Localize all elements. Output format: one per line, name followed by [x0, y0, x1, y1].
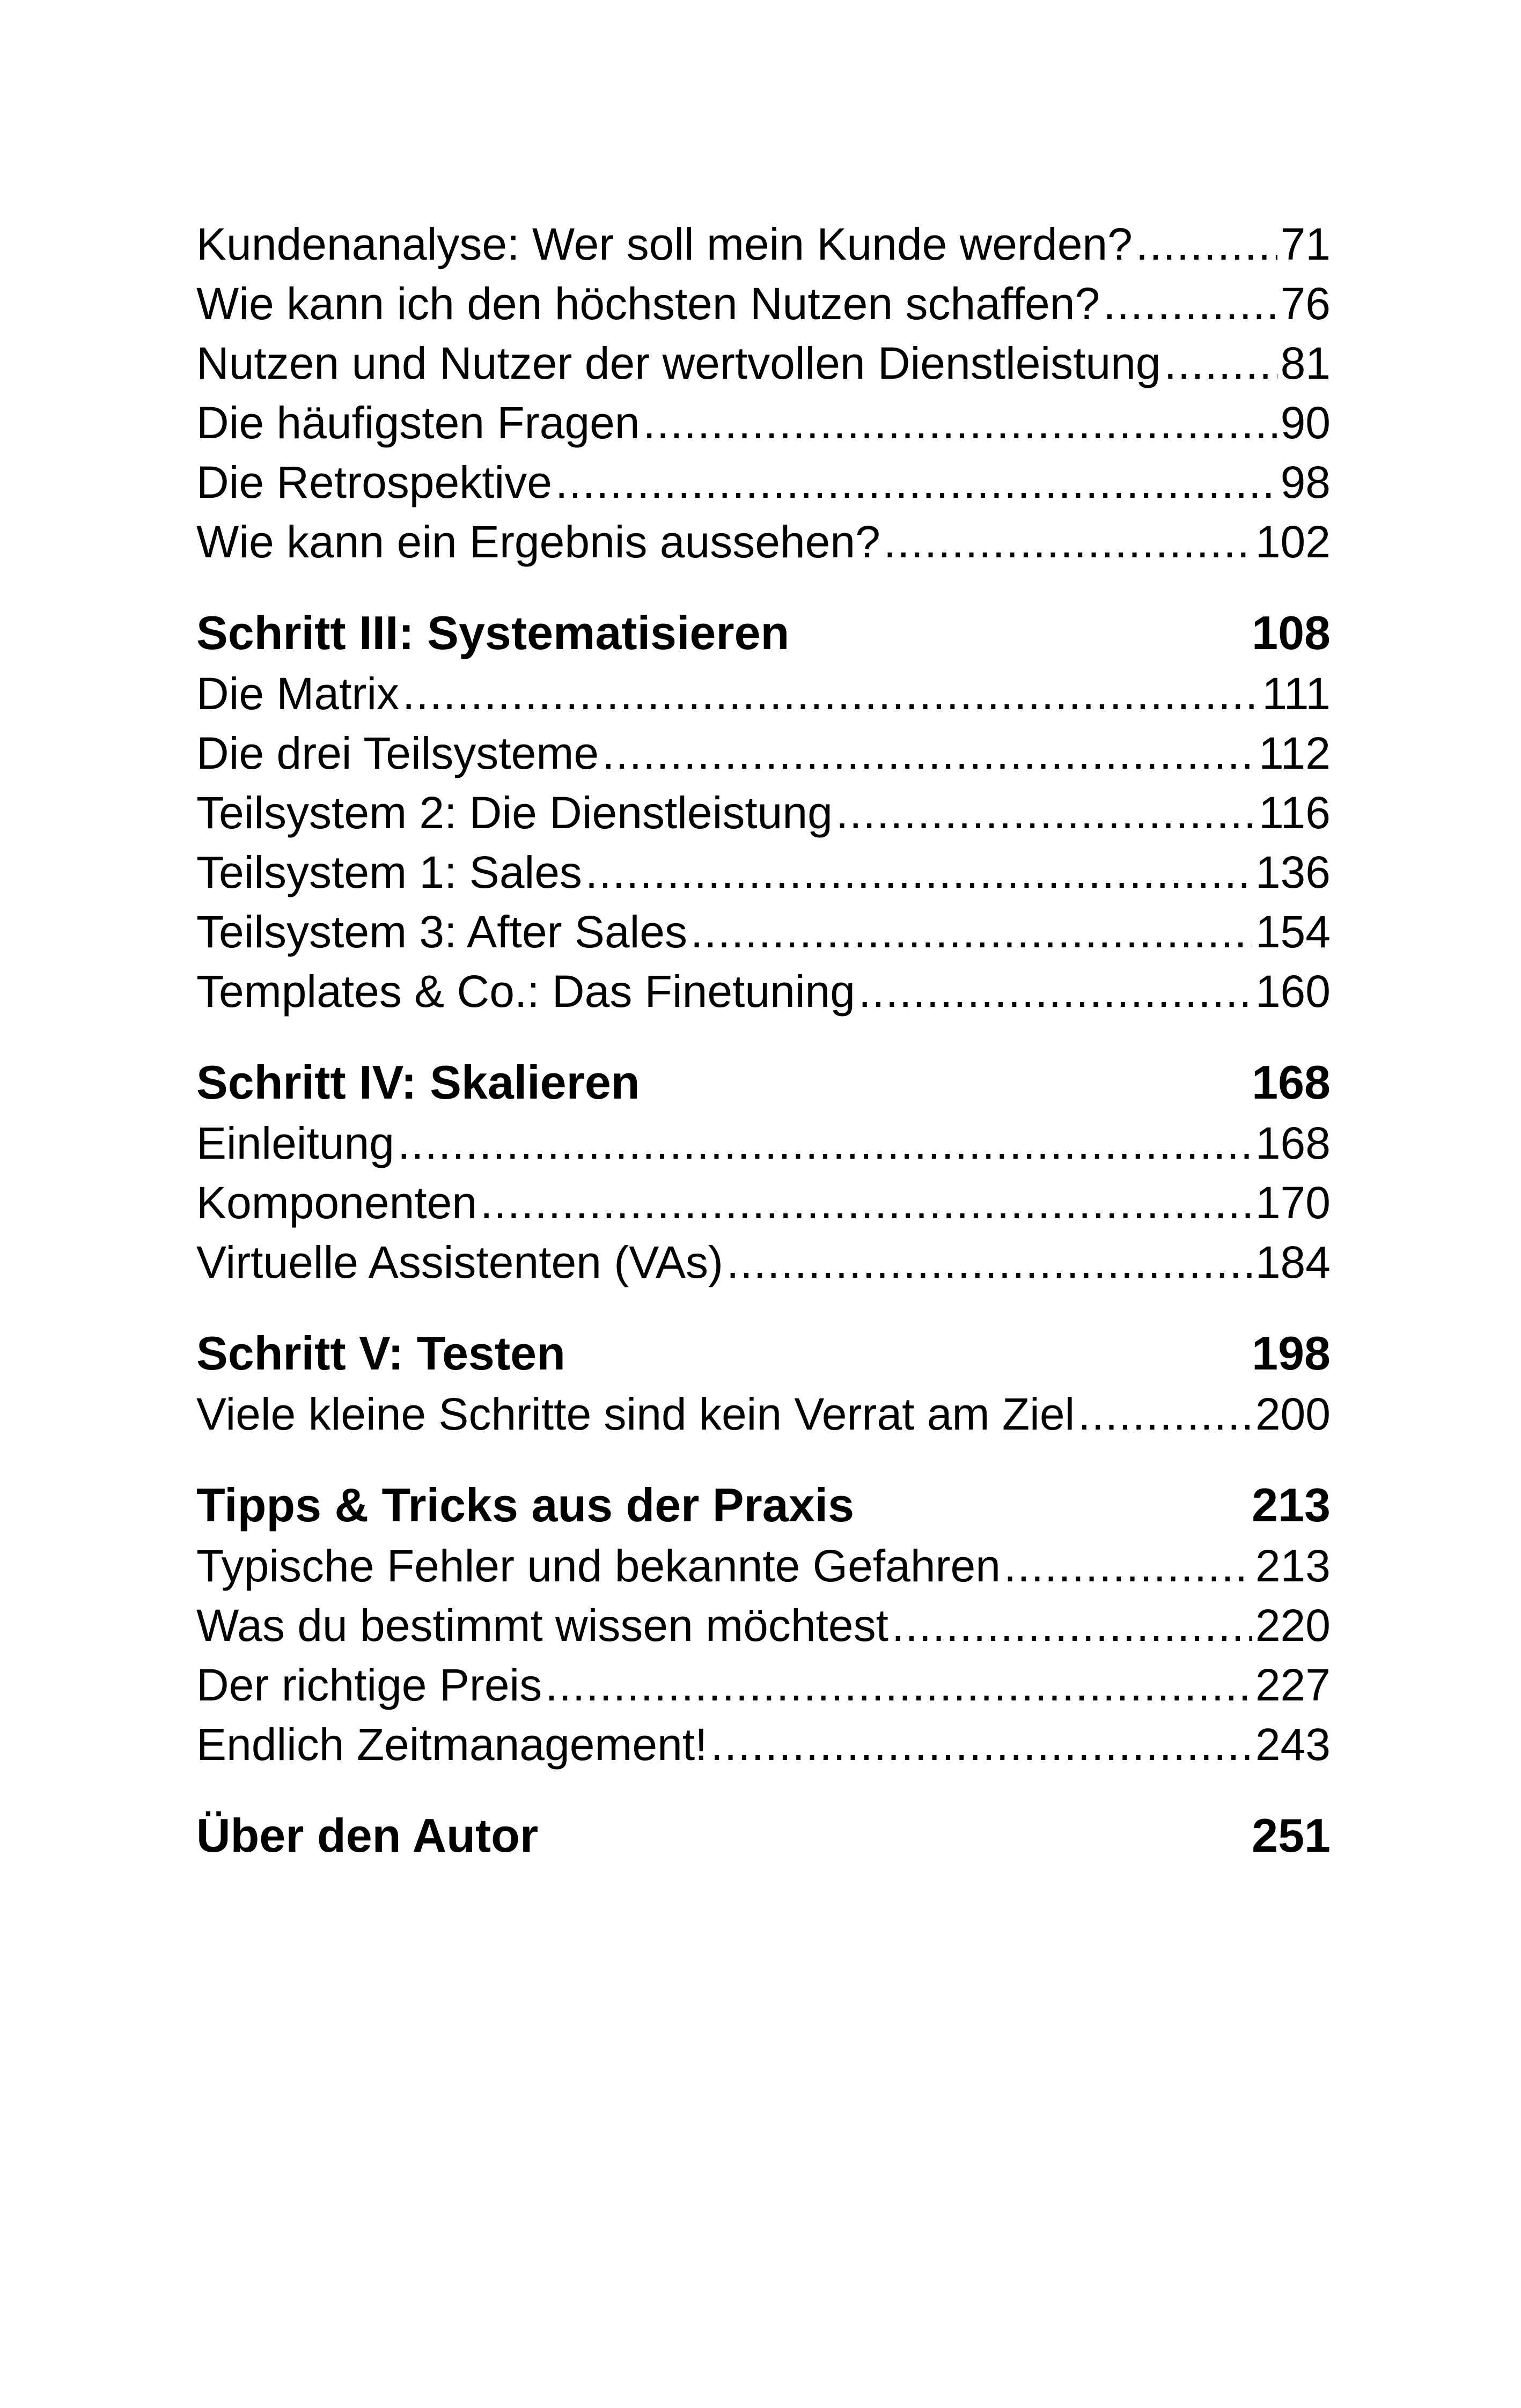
toc-entry[interactable] — [196, 1596, 1331, 1655]
toc-entry-title: Teilsystem 2: Die Dienstleistung — [196, 787, 833, 838]
section-heading-page: 198 — [1252, 1327, 1331, 1380]
toc-entry-title: Die Matrix — [196, 668, 400, 719]
toc-entry[interactable] — [196, 783, 1331, 843]
toc-entry-title: Virtuelle Assistenten (VAs) — [196, 1237, 723, 1287]
dot-leader — [884, 512, 1252, 572]
toc-section — [196, 215, 1331, 572]
dot-leader — [585, 843, 1252, 902]
toc-entry[interactable] — [196, 1655, 1331, 1715]
dot-leader — [726, 1233, 1252, 1292]
toc-entry-page: 243 — [1255, 1719, 1331, 1770]
toc-entry-title: Wie kann ein Ergebnis aussehen? — [196, 517, 880, 567]
dot-leader — [1103, 274, 1277, 334]
dot-leader — [643, 393, 1277, 453]
dot-leader — [836, 783, 1255, 843]
dot-leader — [1004, 1536, 1252, 1596]
dot-leader — [1136, 215, 1277, 274]
toc-entry[interactable] — [196, 1385, 1331, 1444]
section-heading[interactable] — [196, 1474, 1331, 1536]
toc-entry-title: Die Retrospektive — [196, 457, 552, 507]
toc-section — [196, 601, 1331, 1021]
toc-entry-title: Viele kleine Schritte sind kein Verrat am Ziel — [196, 1389, 1075, 1439]
section-heading-page: 108 — [1252, 606, 1331, 659]
section-heading-title: Über den Autor — [196, 1809, 539, 1862]
toc-entry-page: 154 — [1255, 907, 1331, 957]
toc-entry-page: 184 — [1255, 1237, 1331, 1287]
toc-entry[interactable] — [196, 1715, 1331, 1774]
section-heading-title: Schritt III: Systematisieren — [196, 606, 790, 659]
toc-entry[interactable] — [196, 393, 1331, 453]
dot-leader — [545, 1655, 1252, 1715]
toc-entry-page: 160 — [1255, 966, 1331, 1017]
section-heading[interactable] — [196, 1804, 1331, 1867]
toc-entry-page: 213 — [1255, 1541, 1331, 1591]
toc-entry-page: 112 — [1259, 728, 1331, 778]
toc-entry-title: Die drei Teilsysteme — [196, 728, 599, 778]
section-heading-page: 251 — [1252, 1809, 1331, 1862]
section-heading-page: 213 — [1252, 1478, 1331, 1531]
toc-entry-title: Templates & Co.: Das Finetuning — [196, 966, 855, 1017]
section-heading-title: Schritt V: Testen — [196, 1327, 565, 1380]
toc-entry[interactable] — [196, 274, 1331, 334]
toc-entry-page: 81 — [1280, 338, 1331, 388]
toc-entry[interactable] — [196, 962, 1331, 1021]
toc-entry-title: Komponenten — [196, 1177, 477, 1228]
toc-entry-title: Typische Fehler und bekannte Gefahren — [196, 1541, 1001, 1591]
toc-entry-title: Was du bestimmt wissen möchtest — [196, 1600, 888, 1651]
dot-leader — [892, 1596, 1252, 1655]
toc-entry-title: Der richtige Preis — [196, 1660, 542, 1710]
section-heading-title: Schritt IV: Skalieren — [196, 1056, 640, 1109]
toc-entry-page: 168 — [1255, 1118, 1331, 1168]
toc-entry[interactable] — [196, 1114, 1331, 1173]
dot-leader — [1164, 334, 1277, 393]
toc-section — [196, 1474, 1331, 1774]
toc-entry-page: 76 — [1280, 278, 1331, 329]
toc-entry-title: Kundenanalyse: Wer soll mein Kunde werden? — [196, 219, 1133, 269]
dot-leader — [480, 1173, 1252, 1233]
dot-leader — [402, 664, 1259, 724]
toc-entry-title: Nutzen und Nutzer der wertvollen Dienstleistung — [196, 338, 1161, 388]
toc-entry-page: 227 — [1255, 1660, 1331, 1710]
dot-leader — [690, 902, 1252, 962]
toc-entry-page: 170 — [1255, 1177, 1331, 1228]
toc-entry-page: 90 — [1280, 397, 1331, 448]
toc-entry-page: 136 — [1255, 847, 1331, 897]
toc-entry[interactable] — [196, 1233, 1331, 1292]
toc-entry[interactable] — [196, 215, 1331, 274]
toc-entry-page: 98 — [1280, 457, 1331, 507]
dot-leader — [711, 1715, 1252, 1774]
dot-leader — [1078, 1385, 1252, 1444]
section-heading[interactable] — [196, 1051, 1331, 1114]
toc-entry-title: Die häufigsten Fragen — [196, 397, 640, 448]
section-heading-page: 168 — [1252, 1056, 1331, 1109]
toc-entry-title: Teilsystem 1: Sales — [196, 847, 582, 897]
section-heading-title: Tipps & Tricks aus der Praxis — [196, 1478, 855, 1531]
toc-section — [196, 1804, 1331, 1867]
section-heading[interactable] — [196, 601, 1331, 664]
toc-section — [196, 1051, 1331, 1292]
toc-entry-title: Teilsystem 3: After Sales — [196, 907, 688, 957]
dot-leader — [602, 724, 1255, 783]
toc-entry[interactable] — [196, 843, 1331, 902]
dot-leader — [398, 1114, 1252, 1173]
toc-entry[interactable] — [196, 664, 1331, 724]
toc-entry[interactable] — [196, 512, 1331, 572]
toc-entry-title: Einleitung — [196, 1118, 394, 1168]
dot-leader — [555, 453, 1277, 512]
toc-entry-page: 220 — [1255, 1600, 1331, 1651]
toc-entry-page: 116 — [1259, 787, 1331, 838]
toc-entry[interactable] — [196, 1536, 1331, 1596]
toc-section — [196, 1322, 1331, 1444]
toc-entry-page: 111 — [1262, 668, 1331, 719]
toc-entry[interactable] — [196, 902, 1331, 962]
toc-entry-page: 102 — [1255, 517, 1331, 567]
toc-entry-title: Wie kann ich den höchsten Nutzen schaffen? — [196, 278, 1100, 329]
toc-entry-title: Endlich Zeitmanagement! — [196, 1719, 708, 1770]
toc-entry[interactable] — [196, 724, 1331, 783]
table-of-contents — [196, 215, 1331, 1867]
toc-entry[interactable] — [196, 334, 1331, 393]
toc-entry-page: 71 — [1280, 219, 1331, 269]
dot-leader — [858, 962, 1252, 1021]
toc-entry[interactable] — [196, 453, 1331, 512]
section-heading[interactable] — [196, 1322, 1331, 1385]
toc-entry-page: 200 — [1255, 1389, 1331, 1439]
toc-entry[interactable] — [196, 1173, 1331, 1233]
